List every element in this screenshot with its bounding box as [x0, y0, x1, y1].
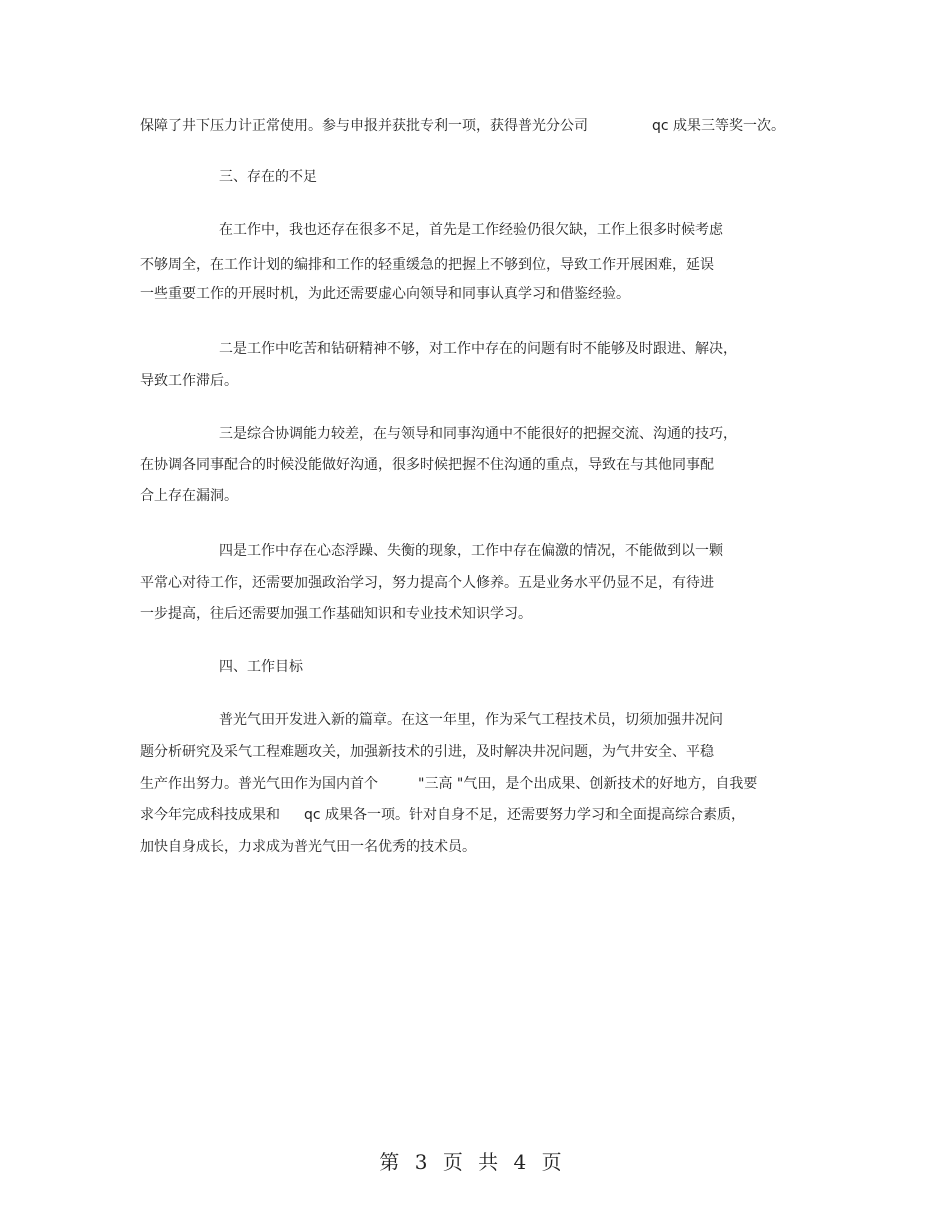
- section-heading: 四、工作目标: [219, 659, 303, 675]
- text-run: 保障了井下压力计正常使用。参与申报并获批专利一项，获得普光分公司: [140, 118, 588, 134]
- body-line: 导致工作滞后。: [140, 373, 238, 389]
- footer-gong: 共: [478, 1150, 499, 1174]
- text-run: qc 成果各一项。针对自身不足，还需要努力学习和全面提高综合素质，: [304, 807, 746, 823]
- body-line: 平常心对待工作，还需要加强政治学习，努力提高个人修养。五是业务水平仍显不足，有待进: [140, 575, 714, 591]
- footer-ye: 页: [442, 1150, 463, 1174]
- body-line: 四是工作中存在心态浮躁、失衡的现象，工作中存在偏激的情况，不能做到以一颗: [219, 543, 723, 559]
- body-line: 在协调各同事配合的时候没能做好沟通，很多时候把握不住沟通的重点，导致在与其他同事配: [140, 457, 714, 473]
- text-run: 生产作出努力。普光气田作为国内首个: [140, 776, 378, 792]
- body-line: 在工作中，我也还存在很多不足，首先是工作经验仍很欠缺，工作上很多时候考虑: [219, 222, 723, 238]
- body-line: 一些重要工作的开展时机，为此还需要虚心向领导和同事认真学习和借鉴经验。: [140, 286, 630, 302]
- body-line: 一步提高，往后还需要加强工作基础知识和专业技术知识学习。: [140, 606, 532, 622]
- body-line: 加快自身成长，力求成为普光气田一名优秀的技术员。: [140, 839, 476, 855]
- page-number: 3: [414, 1150, 428, 1174]
- body-line: 普光气田开发进入新的篇章。在这一年里，作为采气工程技术员，切须加强井况问: [219, 712, 723, 728]
- footer-ye-2: 页: [541, 1150, 562, 1174]
- page-footer: [0, 1150, 950, 1174]
- body-line: 三是综合协调能力较差，在与领导和同事沟通中不能很好的把握交流、沟通的技巧，: [219, 426, 737, 442]
- body-line: [140, 117, 785, 135]
- body-line: 二是工作中吃苦和钻研精神不够，对工作中存在的问题有时不能够及时跟进、解决，: [219, 341, 737, 357]
- body-line: 题分析研究及采气工程难题攻关，加强新技术的引进，及时解决井况问题，为气井安全、平稳: [140, 744, 714, 760]
- text-run: 求今年完成科技成果和: [140, 807, 280, 823]
- body-line: [140, 775, 757, 793]
- body-line: 不够周全，在工作计划的编排和工作的轻重缓急的把握上不够到位，导致工作开展困难，延误: [140, 257, 714, 273]
- body-line: 合上存在漏洞。: [140, 488, 238, 504]
- text-run: qc 成果三等奖一次。: [652, 118, 786, 134]
- text-run: "三高 "气田，是个出成果、创新技术的好地方，自我要: [418, 776, 758, 792]
- total-pages: 4: [513, 1150, 527, 1174]
- footer-di: 第: [379, 1150, 400, 1174]
- section-heading: 三、存在的不足: [219, 169, 317, 185]
- body-line: [140, 806, 745, 824]
